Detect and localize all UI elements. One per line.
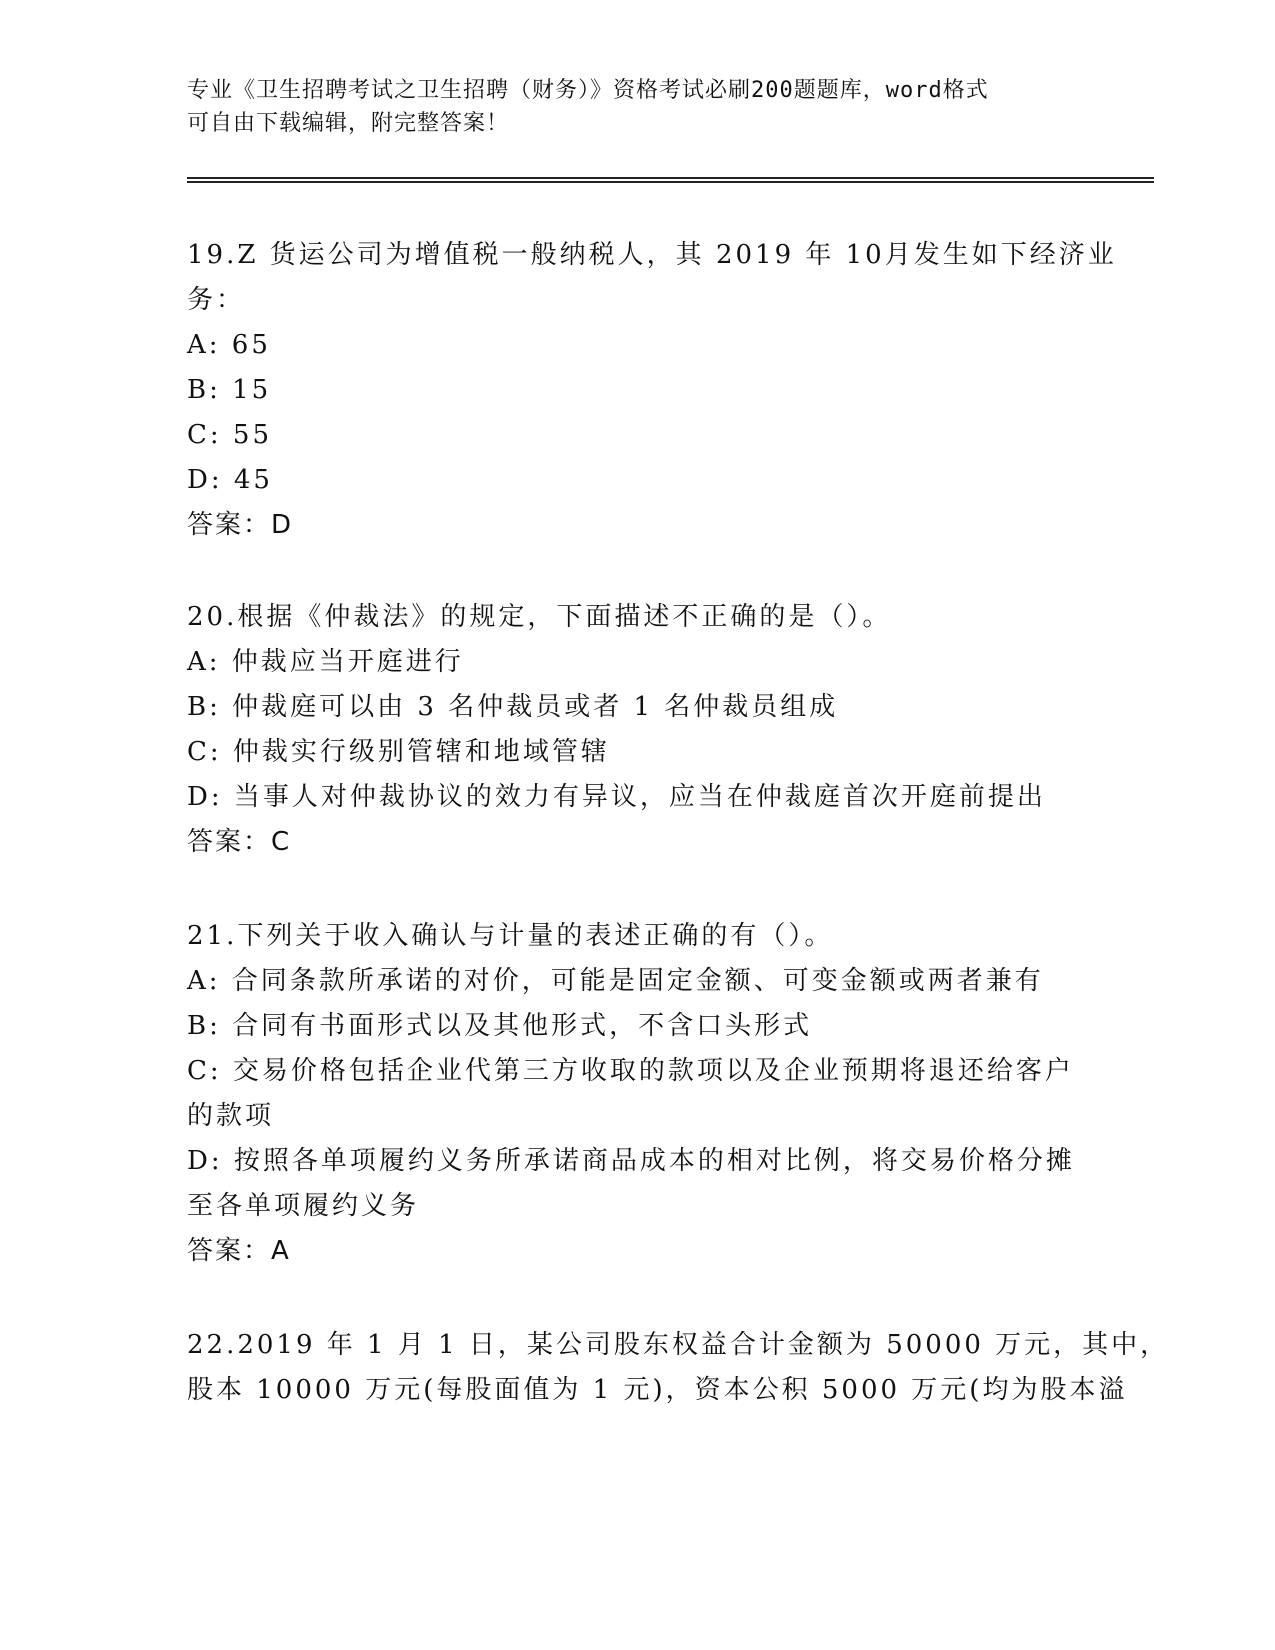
option-c: C: 55 <box>187 420 273 450</box>
answer-label: 答案：C <box>187 827 292 857</box>
option-a: A: 65 <box>187 330 271 360</box>
option-c-continued: 的款项 <box>187 1101 275 1131</box>
option-b: B: 合同有书面形式以及其他形式，不含口头形式 <box>187 1011 813 1041</box>
option-d: D: 按照各单项履约义务所承诺商品成本的相对比例，将交易价格分摊 <box>187 1146 1075 1176</box>
question-stem: 19.Z 货运公司为增值税一般纳税人，其 2019 年 10月发生如下经济业 <box>187 240 1117 270</box>
question-21 <box>187 914 1087 1274</box>
option-a: A: 仲裁应当开庭进行 <box>187 647 464 677</box>
option-b: B: 15 <box>187 375 272 405</box>
question-stem: 股本 10000 万元(每股面值为 1 元)，资本公积 5000 万元(均为股本溢 <box>187 1375 1128 1405</box>
question-stem: 21.下列关于收入确认与计量的表述正确的有（）。 <box>187 921 834 951</box>
question-stem: 20.根据《仲裁法》的规定，下面描述不正确的是（）。 <box>187 602 892 632</box>
option-c: C: 仲裁实行级别管辖和地域管辖 <box>187 737 610 767</box>
answer-label: 答案：D <box>187 510 294 540</box>
header-line-1: 专业《卫生招聘考试之卫生招聘（财务）》资格考试必刷200题题库，word格式 <box>187 78 989 103</box>
question-20 <box>187 595 1087 865</box>
document-header <box>187 74 1067 140</box>
option-d-continued: 至各单项履约义务 <box>187 1191 420 1221</box>
question-stem: 22.2019 年 1 月 1 日，某公司股东权益合计金额为 50000 万元，其中， <box>187 1330 1170 1360</box>
option-a: A: 合同条款所承诺的对价，可能是固定金额、可变金额或两者兼有 <box>187 966 1044 996</box>
question-22 <box>187 1323 1170 1413</box>
option-c: C: 交易价格包括企业代第三方收取的款项以及企业预期将退还给客户 <box>187 1056 1074 1086</box>
option-d: D: 当事人对仲裁协议的效力有异议，应当在仲裁庭首次开庭前提出 <box>187 782 1046 812</box>
option-d: D: 45 <box>187 465 273 495</box>
answer-label: 答案：A <box>187 1236 291 1266</box>
header-divider <box>187 177 1154 183</box>
question-stem: 务： <box>187 285 246 315</box>
question-19 <box>187 233 1117 548</box>
header-line-2: 可自由下载编辑，附完整答案！ <box>187 111 510 136</box>
option-b: B: 仲裁庭可以由 3 名仲裁员或者 1 名仲裁员组成 <box>187 692 839 722</box>
